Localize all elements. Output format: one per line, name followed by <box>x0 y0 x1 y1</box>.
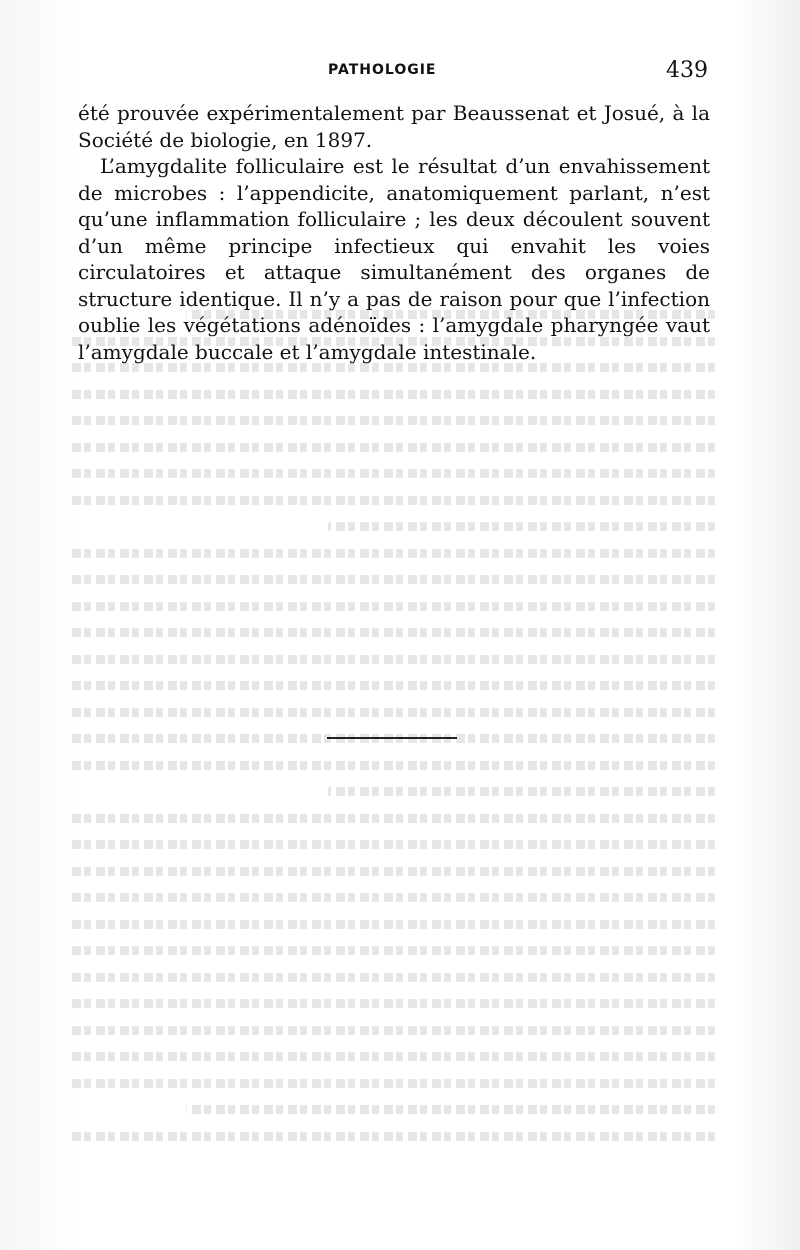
running-title: PATHOLOGIE <box>328 62 437 78</box>
page-number: 439 <box>666 58 708 83</box>
body-text <box>78 100 710 365</box>
paragraph-continuation: été prouvée expérimentalement par Beaussenat et Josué, à la Société de biologie, en 1897. <box>78 101 710 152</box>
show-through-rule <box>327 737 457 739</box>
page-header <box>78 58 710 88</box>
paragraph-amygdalite: L’amygdalite folliculaire est le résultat d’un envahissement de microbes : l’appendicite, anatomiquement parlant, n’est qu’une inflammation folliculaire ; les deux découlent souvent d’un même principe infectieux qui envahit les voies circulatoires et attaque simultanément des organes de structure identique. Il n’y a pas de raison pour que l’infection oublie les végétations adénoïdes : l’amygdale pharyngée vaut l’amygdale buccale et l’amygdale intestinale. <box>78 154 710 364</box>
show-through-text <box>70 310 715 1170</box>
